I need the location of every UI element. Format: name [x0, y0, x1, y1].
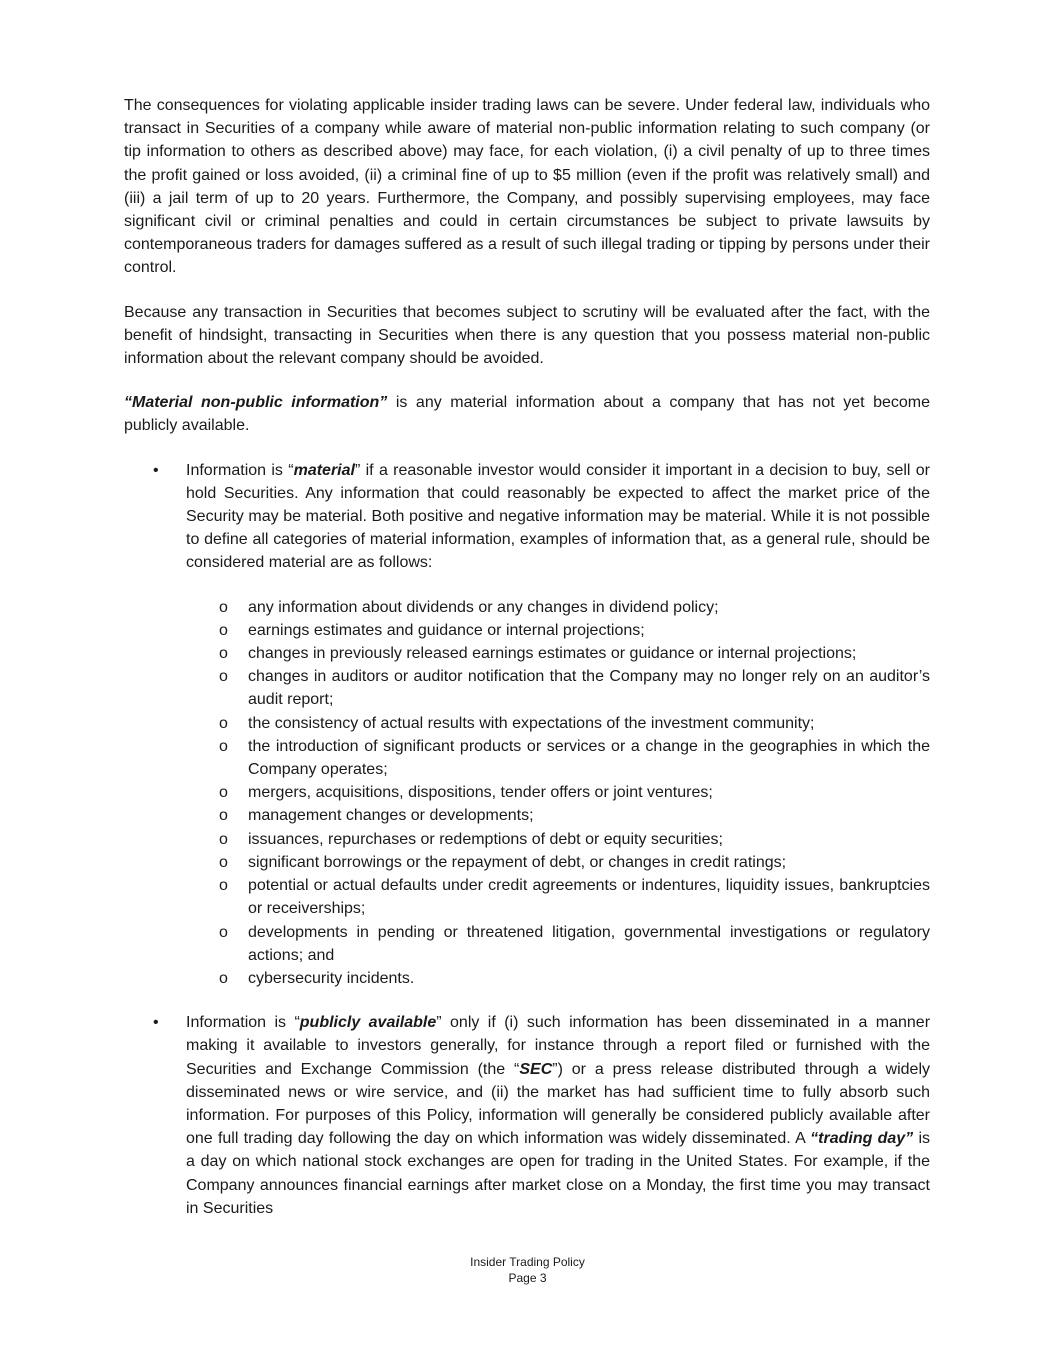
bullet-text: ” only if (i) such information has been disseminated in a manner making it available to investors generally, for instance through a report filed or furnished with the Securities and Exchange Commission (the “ — [186, 1014, 931, 1078]
list-item — [186, 874, 930, 920]
list-item-text: changes in previously released earnings estimates or guidance or internal projections; — [248, 645, 857, 663]
term-trading-day: “trading day” — [810, 1130, 914, 1148]
bullet-marker: • — [153, 1014, 159, 1032]
list-item — [186, 596, 930, 619]
list-item — [186, 967, 930, 990]
sub-marker: o — [219, 853, 228, 871]
list-item-text: the consistency of actual results with expectations of the investment community; — [248, 714, 815, 732]
sub-marker: o — [219, 714, 228, 732]
list-item-text: cybersecurity incidents. — [248, 969, 415, 987]
sub-marker: o — [219, 969, 228, 987]
list-item-text: potential or actual defaults under credit agreements or indentures, liquidity issues, bankruptcies or receiverships; — [248, 877, 930, 918]
list-item — [186, 804, 930, 827]
bullet-marker: • — [153, 461, 159, 479]
list-item-text: changes in auditors or auditor notification that the Company may no longer rely on an auditor’s audit report; — [248, 668, 930, 709]
list-item — [186, 665, 930, 711]
list-item-text: significant borrowings or the repayment of debt, or changes in credit ratings; — [248, 853, 787, 871]
footer-title: Insider Trading Policy — [470, 1255, 585, 1269]
bullet-text: ”) or a press release distributed through a widely disseminated news or wire service, and (ii) the market has had sufficient time to fully absorb such information. For purposes of this Policy, information will generally be considered publicly available after one full trading day following the day on which information was widely disseminated. A — [186, 1060, 931, 1148]
sub-marker: o — [219, 877, 228, 895]
sub-marker: o — [219, 784, 228, 802]
sub-marker: o — [219, 807, 228, 825]
page-footer — [0, 1254, 1055, 1286]
sub-marker: o — [219, 830, 228, 848]
bullet-text: is a day on which national stock exchanges are open for trading in the United States. For example, if the Company announces financial earnings after market close on a Monday, the first time you may transact in Securities — [186, 1130, 930, 1217]
list-item — [186, 828, 930, 851]
list-item-text: any information about dividends or any changes in dividend policy; — [248, 598, 719, 616]
term-sec: SEC — [519, 1060, 553, 1078]
bullet-text: ” if a reasonable investor would consider it important in a decision to buy, sell or hold Securities. Any information that could reasonably be expected to affect the market price of the Security may be material. Both positive and negative information may be material. While it is not possible to define all categories of material information, examples of information that, as a general rule, should be considered material are as follows: — [186, 461, 931, 572]
sub-marker: o — [219, 923, 228, 941]
sub-marker: o — [219, 737, 228, 755]
mnpi-definition-text: is any material information about a company that has not yet become publicly available. — [124, 394, 930, 435]
bullet-publicly-available — [124, 1011, 930, 1220]
list-item — [186, 921, 930, 967]
term-publicly-available: publicly available — [299, 1014, 437, 1032]
paragraph-mnpi-definition — [124, 391, 930, 437]
sub-marker: o — [219, 621, 228, 639]
term-material-non-public-information: “Material non-public information” — [124, 394, 388, 412]
list-item-text: mergers, acquisitions, dispositions, tender offers or joint ventures; — [248, 784, 713, 802]
bullet-text: Information is “ — [186, 1014, 300, 1032]
list-item-text: issuances, repurchases or redemptions of debt or equity securities; — [248, 830, 723, 848]
list-item — [186, 642, 930, 665]
definitions-list — [124, 459, 930, 1220]
bullet-text: Information is “ — [186, 461, 294, 479]
sub-marker: o — [219, 598, 228, 616]
list-item — [186, 781, 930, 804]
list-item-text: earnings estimates and guidance or internal projections; — [248, 621, 645, 639]
list-item — [186, 619, 930, 642]
sub-marker: o — [219, 668, 228, 686]
document-page — [124, 94, 930, 1241]
term-material: material — [293, 461, 355, 479]
paragraph-consequences: The consequences for violating applicable insider trading laws can be severe. Under federal law, individuals who transact in Securities of a company while aware of material non-public information relating to such company (or tip information to others as described above) may face, for each violation, (i) a civil penalty of up to three times the profit gained or loss avoided, (ii) a criminal fine of up to $5 million (even if the profit was relatively small) and (iii) a jail term of up to 20 years. Furthermore, the Company, and possibly supervising employees, may face significant civil or criminal penalties and could in certain circumstances be subject to private lawsuits by contemporaneous traders for damages suffered as a result of such illegal trading or tipping by persons under their control. — [124, 97, 930, 277]
list-item-text: developments in pending or threatened litigation, governmental investigations or regulatory actions; and — [248, 923, 930, 964]
sub-marker: o — [219, 645, 228, 663]
list-item — [186, 851, 930, 874]
material-examples-list — [186, 596, 930, 990]
footer-page-number: Page 3 — [508, 1271, 547, 1285]
paragraph-hindsight: Because any transaction in Securities that becomes subject to scrutiny will be evaluated after the fact, with the benefit of hindsight, transacting in Securities when there is any question that you possess material non-public information about the relevant company should be avoided. — [124, 303, 930, 368]
list-item — [186, 712, 930, 735]
list-item — [186, 735, 930, 781]
list-item-text: the introduction of significant products or services or a change in the geographies in which the Company operates; — [248, 737, 930, 779]
list-item-text: management changes or developments; — [248, 807, 534, 825]
bullet-material — [124, 459, 930, 990]
